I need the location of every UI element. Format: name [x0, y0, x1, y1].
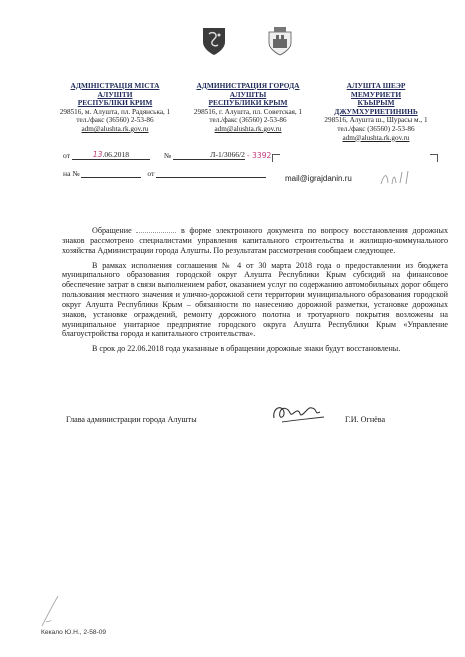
registration-date-row — [63, 150, 271, 160]
org-address: 298516, г. Алушта, пл. Советская, 1 — [193, 107, 303, 116]
number-field — [173, 150, 245, 160]
org-phone: тел./факс (36560) 2-53-86 — [209, 116, 287, 125]
address-corner-mark — [272, 154, 280, 162]
outgoing-number: Л-1/3066/2 — [210, 150, 245, 159]
header-left-block — [58, 82, 172, 134]
paragraph-text: в форме электронного документа по вопросу восстановления дорожных знаков рассмотрено специалистами управления капитального строительства и жилищно-коммунального хозяйства Администрации города Алушты. По результатам рассмотрения сообщаем следующее. — [62, 226, 448, 255]
registration-ref-row — [63, 168, 266, 178]
org-email: adm@alushta.rk.gov.ru — [342, 133, 410, 142]
org-name-line: АДМИНИСТРАЦИЯ ГОРОДА — [196, 81, 300, 90]
pen-stroke-icon — [38, 592, 68, 628]
number-handwritten: - 3392 — [246, 151, 272, 160]
crimea-emblem-icon — [267, 26, 293, 56]
org-name-line: РЕСПУБЛИКИ КРЫМ — [208, 98, 288, 108]
org-phone: тел./факс (36560) 2-53-86 — [337, 124, 415, 133]
date-label: от — [63, 151, 71, 160]
date-printed: .06.2018 — [102, 150, 130, 159]
address-corner-mark — [430, 154, 438, 162]
org-name-line: АДМІНІСТРАЦІЯ МІСТА — [70, 81, 160, 90]
org-phone: тел./факс (36560) 2-53-86 — [76, 116, 154, 125]
body-paragraph: В срок до 22.06.2018 года указанные в обращении дорожные знаки будут восстановлены. — [92, 344, 401, 354]
org-address: 298516, Алушта ш., Шурасы м., 1 — [324, 116, 428, 125]
number-label: № — [163, 151, 172, 160]
org-name-line: АЛУШТЫ — [229, 89, 267, 99]
body-paragraph: В рамках исполнения соглашения № 4 от 30 марта 2018 года о предоставлении из бюджета муниципального образования городской округ Алушта Республики Крым субсидий на финансовое обеспечение затрат в связи выполнением работ, оказанием услуг по содержанию автомобильных дорог общего пользования местного значения и улично-дорожной сети территории муниципального образования городской округ Алушта Республики Крым – обязанности по нанесению дорожной разметки, установке дорожных знаков, установке ограждений, ремонту дорожного полотна и тротуарного покрытия возложены на муниципальное унитарное предприятие городского округа Алушта Республики Крым «Управление благоустройства города и капитального строительства». — [62, 260, 448, 339]
ref-date-label: от — [147, 169, 155, 178]
addressee-email: mail@igrajdanin.ru — [285, 174, 352, 183]
ref-number-label: на № — [63, 169, 80, 178]
signatory-name: Г.И. Огнёва — [345, 415, 386, 424]
signatory-title: Глава администрации города Алушты — [66, 415, 197, 424]
header-center-block — [186, 82, 310, 134]
ref-number-field — [81, 168, 141, 178]
letter-body — [62, 226, 448, 354]
org-name-line: РЕСПУБЛІКИ КРИМ — [77, 98, 153, 108]
city-emblem-icon — [201, 26, 227, 56]
ref-date-field — [156, 168, 266, 178]
redacted-name — [136, 226, 176, 233]
appeal-word: Обращение — [92, 226, 132, 235]
date-field — [72, 150, 150, 160]
org-name-line: МЕМУРИЕТИ — [350, 89, 402, 99]
handwritten-signature-icon — [268, 398, 328, 426]
handwritten-scribble-icon — [378, 166, 418, 188]
header-right-block — [316, 82, 436, 142]
org-name-line: КЪЫРЫМ ДЖУМХУРИЕТИНИНЬ — [334, 98, 418, 116]
org-address: 298516, м. Алушта, пл. Радянська, 1 — [59, 107, 171, 116]
body-paragraph — [62, 226, 448, 256]
date-handwritten: 13 — [92, 150, 103, 159]
org-email: adm@alushta.rk.gov.ru — [81, 124, 149, 133]
org-name-line: АЛУШТА ШЕЭР — [346, 81, 406, 90]
org-email: adm@alushta.rk.gov.ru — [214, 124, 282, 133]
org-name-line: АЛУШТИ — [97, 89, 133, 99]
executor-info: Кекало Ю.Н., 2-58-09 — [41, 629, 107, 636]
